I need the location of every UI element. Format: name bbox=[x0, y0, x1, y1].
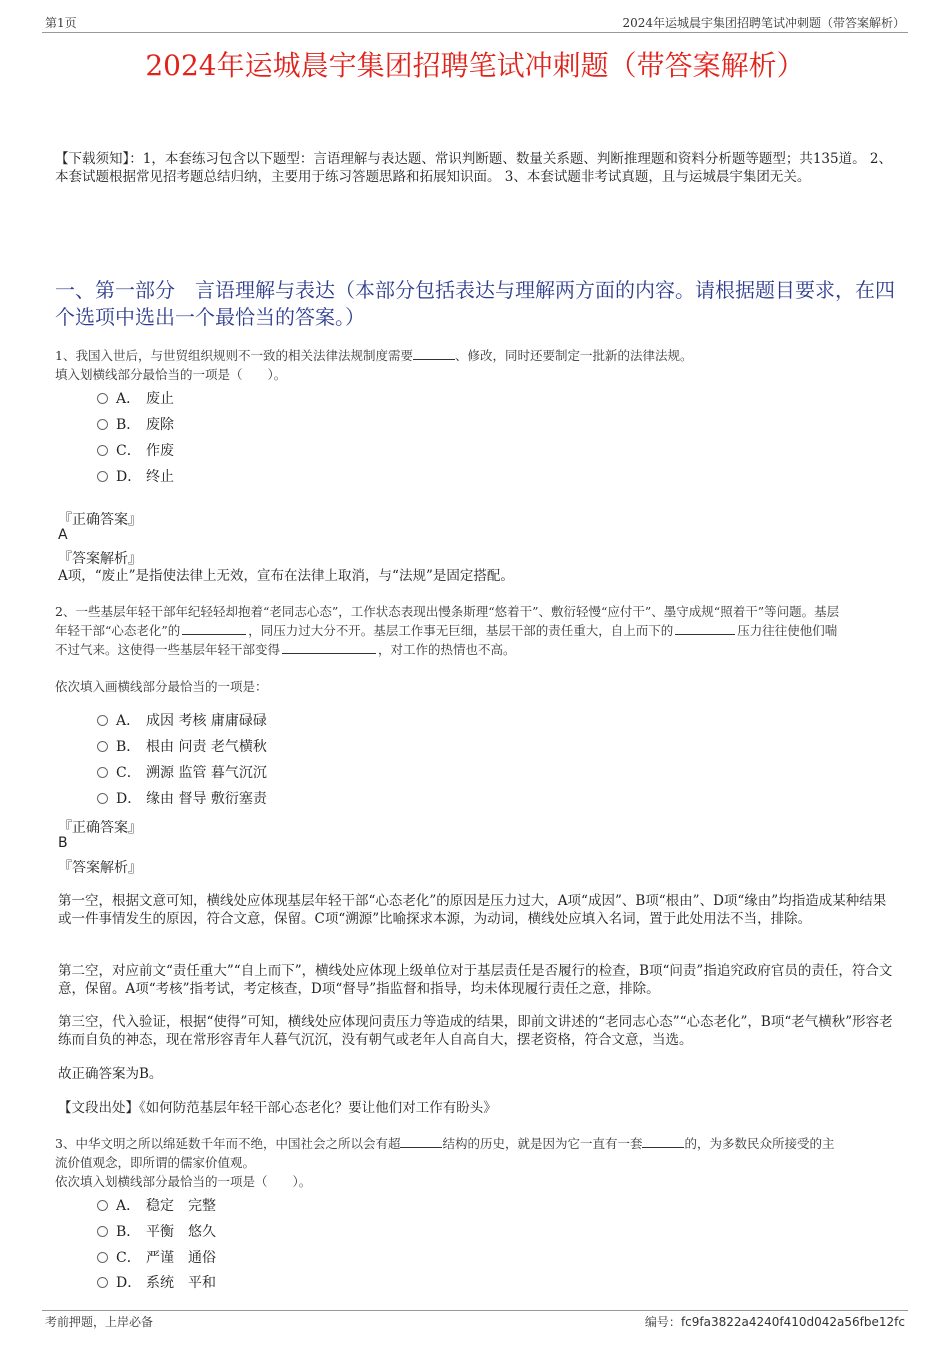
analysis-conclusion: 故正确答案为B。 bbox=[58, 1066, 163, 1082]
option-d[interactable]: D． 缘由 督导 敷衍塞责 bbox=[97, 790, 267, 808]
download-notice: 【下载须知】：1，本套练习包含以下题型：言语理解与表达题、常识判断题、数量关系题、判断推理题和资料分析题等题型；共135道。 2、本套试题根据常见招考题总结归纳，主要用于练习答题思路和拓展知识面。 3、本套试题非考试真题，且与运城晨宇集团无关。 bbox=[55, 151, 892, 185]
question-1-stem: 1、我国入世后，与世贸组织规则不一致的相关法律法规制度需要 、修改，同时还要制定一批新的法律法规。 填入划横线部分最恰当的一项是（ ）。 bbox=[55, 348, 693, 382]
radio-icon[interactable] bbox=[97, 471, 108, 482]
fill-blank bbox=[282, 641, 376, 654]
fill-blank bbox=[675, 622, 735, 635]
analysis-text: A项，“废止”是指使法律上无效，宣布在法律上取消，与“法规”是固定搭配。 bbox=[58, 568, 514, 584]
footer-divider bbox=[42, 1310, 908, 1311]
question-2-prompt: 依次填入画横线部分最恰当的一项是： bbox=[55, 679, 268, 694]
correct-answer-label: 『正确答案』 bbox=[58, 820, 142, 836]
option-b[interactable]: B． 废除 bbox=[97, 416, 174, 434]
radio-icon[interactable] bbox=[97, 793, 108, 804]
footer-slogan: 考前押题，上岸必备 bbox=[45, 1315, 154, 1329]
radio-icon[interactable] bbox=[97, 1252, 108, 1263]
correct-answer: B bbox=[58, 835, 68, 851]
section-heading: 一、第一部分 言语理解与表达（本部分包括表达与理解两方面的内容。请根据题目要求，在四个选项中选出一个最恰当的答案。） bbox=[55, 278, 895, 329]
option-a[interactable]: A． 稳定 完整 bbox=[97, 1197, 216, 1215]
text-source: 【文段出处】《如何防范基层年轻干部心态老化？要让他们对工作有盼头》 bbox=[58, 1100, 497, 1116]
analysis-paragraph-2: 第二空，对应前文“责任重大”“自上而下”，横线处应体现上级单位对于基层责任是否履行的检查，B项“问责”指追究政府官员的责任，符合文意，保留。A项“考核”指考试，考定核查，D项“督导”指监督和指导，均未体现履行责任之意，排除。 bbox=[58, 963, 893, 997]
fill-blank bbox=[413, 347, 455, 360]
radio-icon[interactable] bbox=[97, 1226, 108, 1237]
fill-blank bbox=[400, 1135, 442, 1148]
fill-blank bbox=[182, 622, 246, 635]
document-code: 编号：fc9fa3822a4240f410d042a56fbe12fc bbox=[644, 1315, 905, 1329]
option-b[interactable]: B． 根由 问责 老气横秋 bbox=[97, 738, 267, 756]
correct-answer-label: 『正确答案』 bbox=[58, 512, 142, 528]
option-c[interactable]: C． 溯源 监管 暮气沉沉 bbox=[97, 764, 267, 782]
correct-answer: A bbox=[58, 527, 68, 543]
option-b[interactable]: B． 平衡 悠久 bbox=[97, 1223, 216, 1241]
header-doc-title: 2024年运城晨宇集团招聘笔试冲刺题（带答案解析） bbox=[622, 16, 905, 30]
radio-icon[interactable] bbox=[97, 419, 108, 430]
radio-icon[interactable] bbox=[97, 715, 108, 726]
radio-icon[interactable] bbox=[97, 767, 108, 778]
analysis-paragraph-1: 第一空，根据文意可知，横线处应体现基层年轻干部“心态老化”的原因是压力过大，A项“成因”、B项“根由”、D项“缘由”均指造成某种结果或一件事情发生的原因，符合文意，保留。C项“溯源”比喻探求本源，为动词，横线处应填入名词，置于此处用法不当，排除。 bbox=[58, 893, 887, 927]
radio-icon[interactable] bbox=[97, 393, 108, 404]
question-3-stem: 3、中华文明之所以绵延数千年而不绝，中国社会之所以会有超 结构的历史，就是因为它一直有一套 的，为多数民众所接受的主 流价值观念，即所谓的儒家价值观。 依次填入划横线部分最恰当的一项是（ ）。 bbox=[55, 1136, 835, 1189]
analysis-label: 『答案解析』 bbox=[58, 551, 142, 567]
analysis-label: 『答案解析』 bbox=[58, 860, 142, 876]
radio-icon[interactable] bbox=[97, 1200, 108, 1211]
option-d[interactable]: D． 系统 平和 bbox=[97, 1274, 216, 1292]
page-title: 2024年运城晨宇集团招聘笔试冲刺题（带答案解析） bbox=[145, 49, 805, 82]
question-2-stem: 2、一些基层年轻干部年纪轻轻却抱着“老同志心态”，工作状态表现出慢条斯理“悠着干”、敷衍轻慢“应付干”、墨守成规“照着干”等问题。基层 年轻干部“心态老化”的 ，同压力过大分不开。基层工作事无巨细，基层干部的责任重大，自上而下的 压力往往使他们喘 不过气来。这使得一些基层年轻干部变得 ，对工作的热情也不高。 bbox=[55, 604, 840, 657]
option-d[interactable]: D． 终止 bbox=[97, 468, 174, 486]
fill-blank bbox=[642, 1135, 684, 1148]
page-number: 第1页 bbox=[45, 16, 77, 30]
radio-icon[interactable] bbox=[97, 445, 108, 456]
radio-icon[interactable] bbox=[97, 1277, 108, 1288]
option-a[interactable]: A． 废止 bbox=[97, 390, 174, 408]
option-c[interactable]: C． 严谨 通俗 bbox=[97, 1249, 216, 1267]
option-a[interactable]: A． 成因 考核 庸庸碌碌 bbox=[97, 712, 267, 730]
header-divider bbox=[42, 32, 908, 33]
analysis-paragraph-3: 第三空，代入验证，根据“使得”可知，横线处应体现问责压力等造成的结果，即前文讲述的“老同志心态”“心态老化”，B项“老气横秋”形容老练而自负的神态，现在常形容青年人暮气沉沉，没有朝气或老年人自高自大，摆老资格，符合文意，当选。 bbox=[58, 1014, 893, 1048]
option-c[interactable]: C． 作废 bbox=[97, 442, 174, 460]
radio-icon[interactable] bbox=[97, 741, 108, 752]
